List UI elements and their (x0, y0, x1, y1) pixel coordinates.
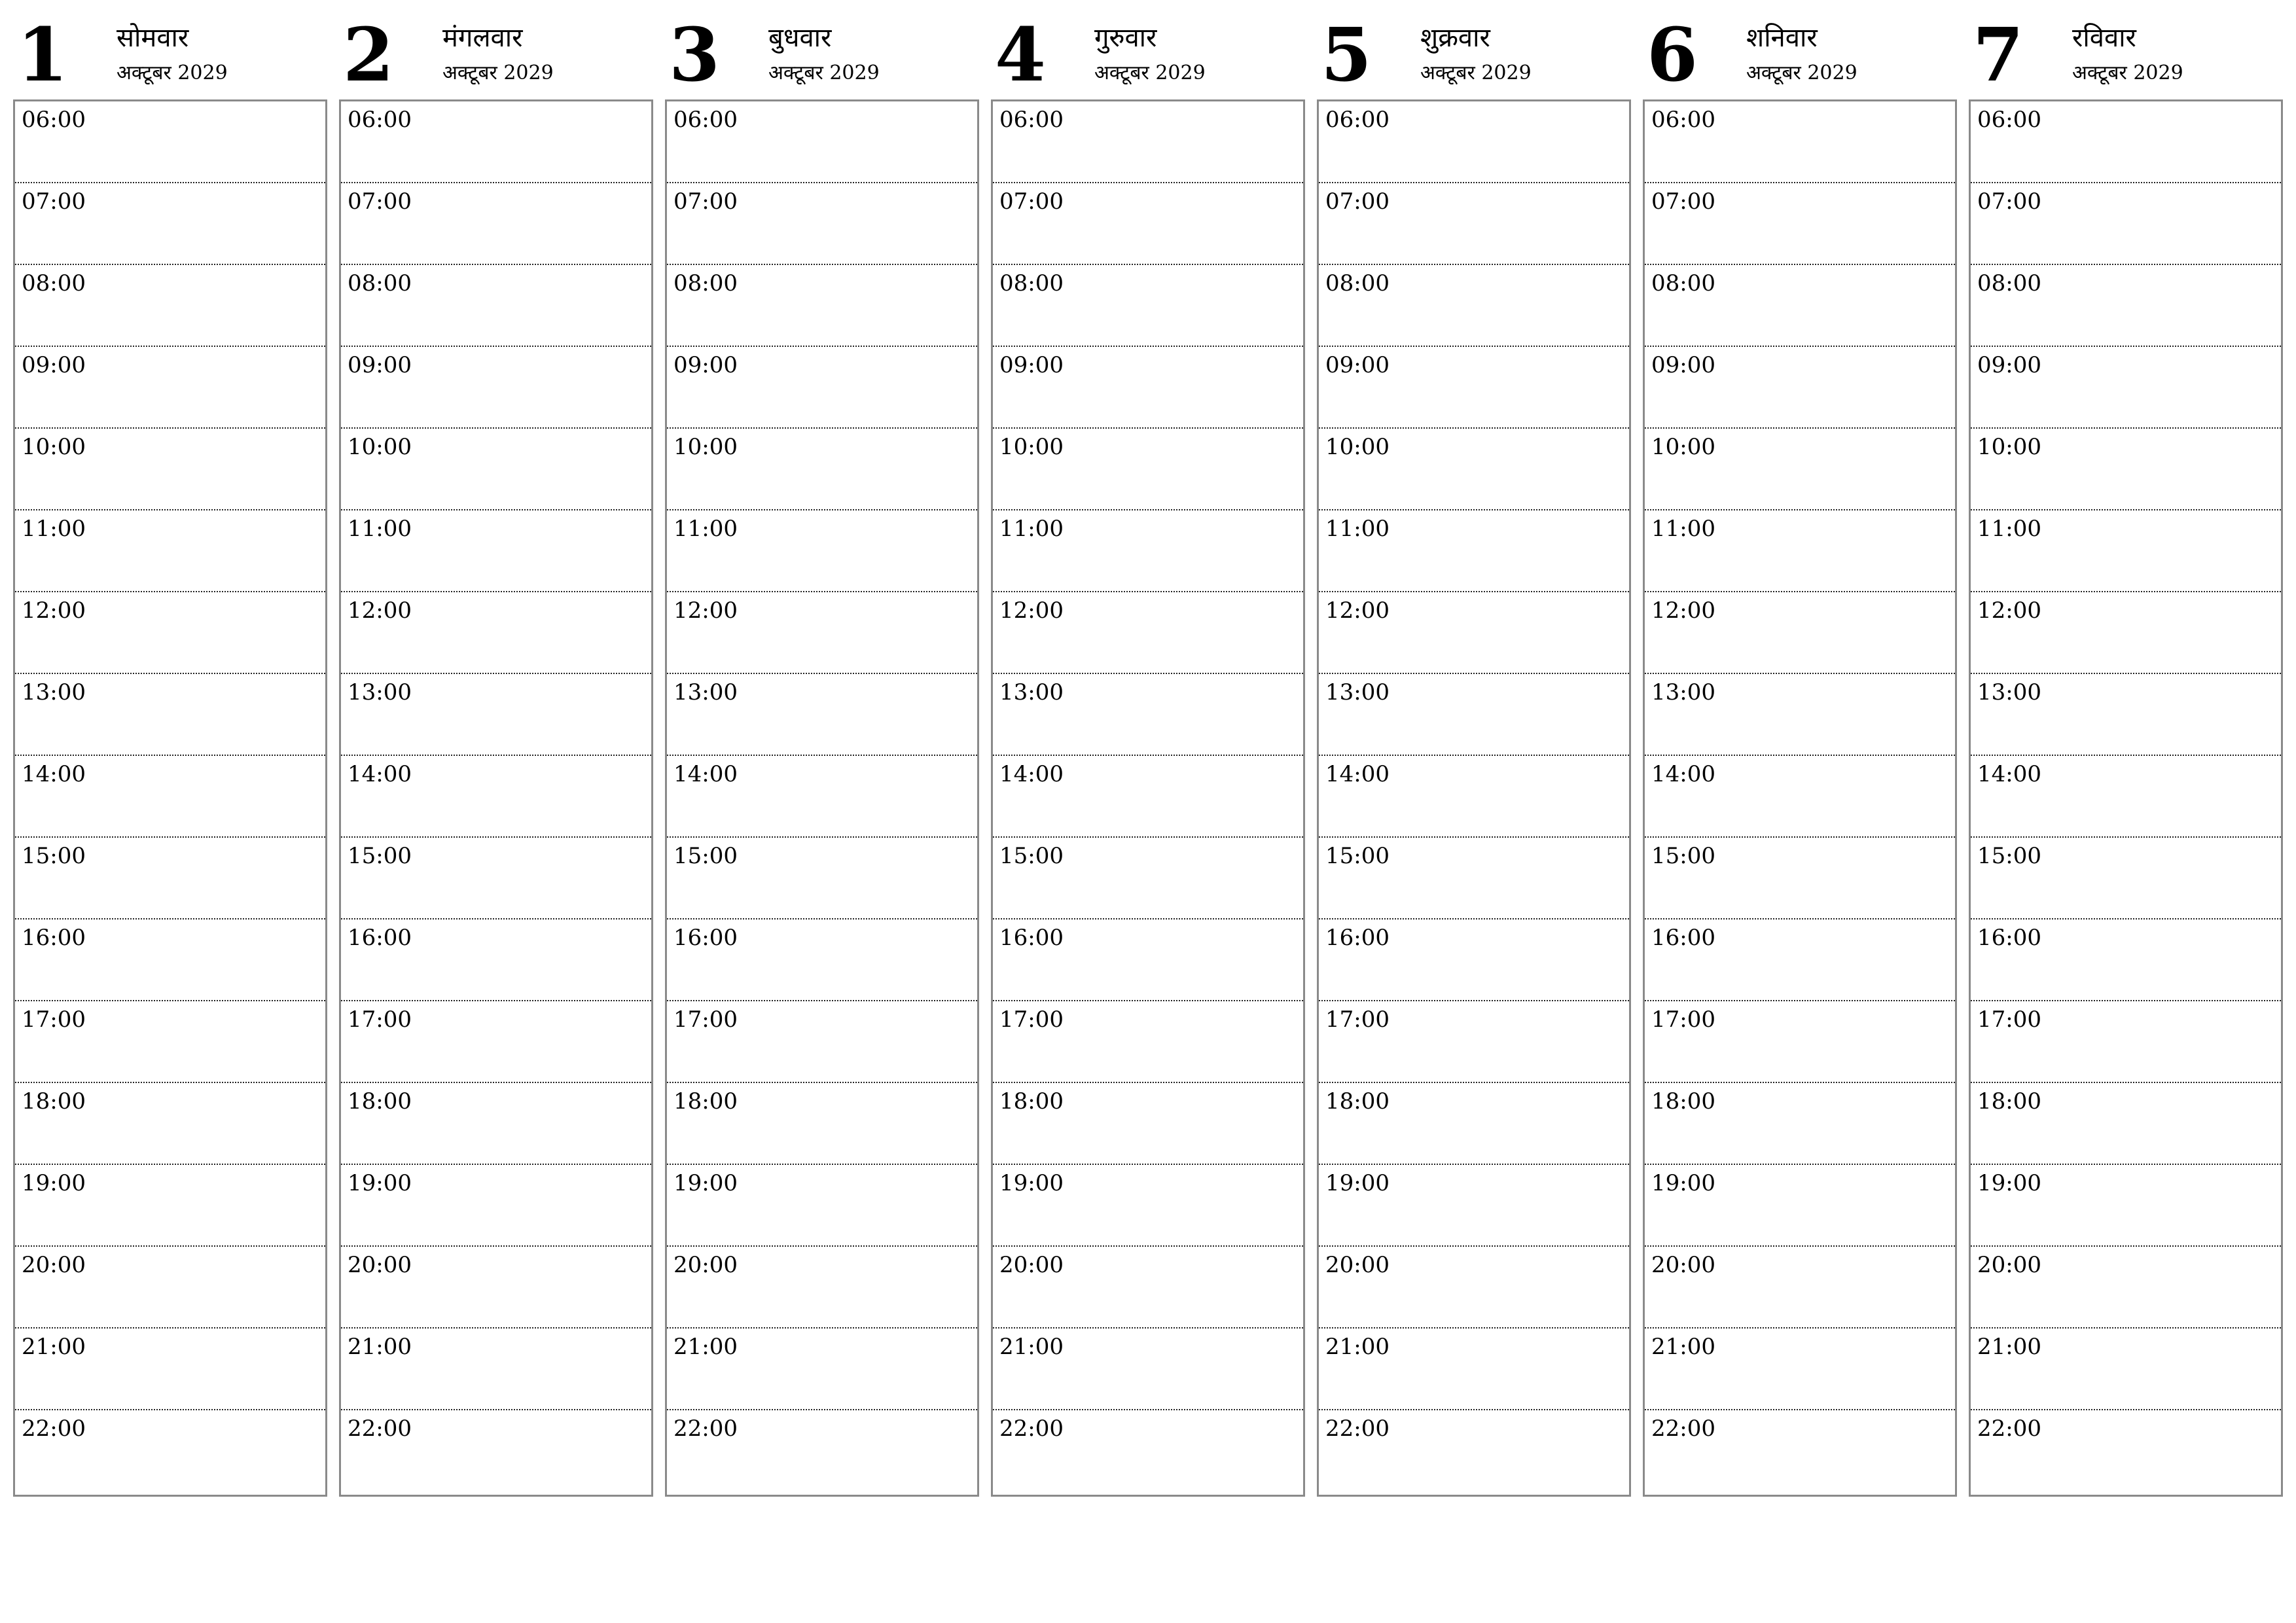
time-slot-label: 13:00 (673, 679, 738, 705)
time-slot-label: 07:00 (1651, 188, 1715, 215)
time-slot[interactable] (1319, 1247, 1629, 1329)
day-schedule-box (339, 99, 653, 1497)
day-schedule-box (665, 99, 979, 1497)
time-slot-label: 21:00 (673, 1334, 738, 1360)
time-slot[interactable] (993, 101, 1303, 183)
time-slot-label: 10:00 (1651, 434, 1715, 460)
time-slot-label: 13:00 (22, 679, 86, 705)
day-column (339, 0, 652, 1442)
day-name: गुरुवार (1094, 23, 1157, 53)
time-slot[interactable] (1971, 838, 2281, 919)
time-slot[interactable] (993, 510, 1303, 592)
time-slot[interactable] (667, 510, 977, 592)
time-slot-label: 06:00 (999, 107, 1064, 133)
time-slot[interactable] (341, 1329, 651, 1410)
time-slot[interactable] (1645, 1083, 1955, 1165)
time-slot-label: 06:00 (1651, 107, 1715, 133)
time-slot-label: 10:00 (673, 434, 738, 460)
time-slot-label: 09:00 (348, 352, 412, 378)
time-slot-label: 19:00 (348, 1170, 412, 1196)
time-slot[interactable] (15, 592, 325, 674)
time-slot[interactable] (1971, 183, 2281, 265)
time-slot-label: 17:00 (999, 1007, 1064, 1033)
time-slot-label: 22:00 (1651, 1416, 1715, 1442)
time-slot-label: 13:00 (1651, 679, 1715, 705)
time-slot-label: 22:00 (1325, 1416, 1390, 1442)
time-slot[interactable] (1971, 510, 2281, 592)
time-slot[interactable] (15, 1329, 325, 1410)
day-header (1317, 0, 1630, 99)
time-slot-label: 22:00 (348, 1416, 412, 1442)
time-slot[interactable] (15, 919, 325, 1001)
time-slot-label: 13:00 (1977, 679, 2041, 705)
time-slot[interactable] (1645, 347, 1955, 429)
time-slot[interactable] (667, 592, 977, 674)
time-slot-label: 20:00 (1325, 1252, 1390, 1278)
time-slot-label: 18:00 (1325, 1088, 1390, 1115)
time-slot-label: 18:00 (22, 1088, 86, 1115)
time-slot-label: 14:00 (673, 761, 738, 787)
day-header (13, 0, 326, 99)
time-slot[interactable] (1645, 674, 1955, 756)
time-slot[interactable] (667, 919, 977, 1001)
time-slot-label: 17:00 (1977, 1007, 2041, 1033)
time-slot-label: 12:00 (348, 597, 412, 624)
day-schedule-box (1643, 99, 1957, 1497)
time-slot[interactable] (667, 183, 977, 265)
day-header (665, 0, 978, 99)
time-slot-label: 14:00 (1325, 761, 1390, 787)
month-year-label: अक्टूबर 2029 (768, 62, 880, 84)
time-slot-label: 07:00 (673, 188, 738, 215)
time-slot-label: 20:00 (348, 1252, 412, 1278)
time-slot[interactable] (1971, 101, 2281, 183)
time-slot-label: 08:00 (348, 270, 412, 296)
time-slot-label: 09:00 (999, 352, 1064, 378)
time-slot[interactable] (667, 101, 977, 183)
day-column (665, 0, 978, 1442)
time-slot-label: 16:00 (1977, 925, 2041, 951)
time-slot[interactable] (15, 838, 325, 919)
time-slot-label: 17:00 (673, 1007, 738, 1033)
time-slot[interactable] (1319, 1329, 1629, 1410)
time-slot[interactable] (993, 919, 1303, 1001)
time-slot-label: 19:00 (1325, 1170, 1390, 1196)
time-slot[interactable] (1971, 756, 2281, 838)
time-slot-label: 14:00 (22, 761, 86, 787)
day-name: रविवार (2072, 23, 2136, 53)
time-slot-label: 14:00 (1651, 761, 1715, 787)
time-slot-label: 08:00 (1651, 270, 1715, 296)
time-slot[interactable] (1971, 1329, 2281, 1410)
time-slot-label: 18:00 (348, 1088, 412, 1115)
day-header (339, 0, 652, 99)
day-column (1643, 0, 1956, 1442)
time-slot[interactable] (15, 510, 325, 592)
time-slot-label: 07:00 (348, 188, 412, 215)
time-slot-label: 16:00 (1651, 925, 1715, 951)
time-slot[interactable] (993, 1083, 1303, 1165)
day-number: 3 (669, 12, 720, 98)
time-slot[interactable] (1971, 592, 2281, 674)
time-slot[interactable] (1645, 838, 1955, 919)
time-slot-label: 10:00 (1977, 434, 2041, 460)
time-slot-label: 18:00 (999, 1088, 1064, 1115)
time-slot[interactable] (341, 919, 651, 1001)
time-slot[interactable] (341, 101, 651, 183)
time-slot-label: 06:00 (1977, 107, 2041, 133)
day-schedule-box (1317, 99, 1631, 1497)
time-slot-label: 17:00 (348, 1007, 412, 1033)
time-slot[interactable] (1319, 101, 1629, 183)
time-slot-label: 07:00 (22, 188, 86, 215)
day-number: 1 (17, 12, 68, 98)
day-number: 5 (1321, 12, 1372, 98)
time-slot-label: 10:00 (1325, 434, 1390, 460)
time-slot[interactable] (1971, 674, 2281, 756)
time-slot-label: 13:00 (1325, 679, 1390, 705)
time-slot-label: 16:00 (1325, 925, 1390, 951)
time-slot-label: 09:00 (22, 352, 86, 378)
time-slot[interactable] (1971, 1410, 2281, 1492)
time-slot[interactable] (667, 756, 977, 838)
time-slot-label: 16:00 (22, 925, 86, 951)
time-slot[interactable] (341, 265, 651, 347)
time-slot[interactable] (15, 756, 325, 838)
time-slot[interactable] (1645, 756, 1955, 838)
time-slot[interactable] (1645, 1247, 1955, 1329)
time-slot[interactable] (1971, 1001, 2281, 1083)
time-slot[interactable] (15, 1165, 325, 1247)
time-slot-label: 22:00 (22, 1416, 86, 1442)
time-slot[interactable] (667, 838, 977, 919)
time-slot[interactable] (993, 674, 1303, 756)
time-slot[interactable] (1971, 1247, 2281, 1329)
time-slot-label: 15:00 (1977, 843, 2041, 869)
time-slot[interactable] (1319, 347, 1629, 429)
time-slot[interactable] (993, 838, 1303, 919)
time-slot-label: 11:00 (22, 516, 86, 542)
time-slot[interactable] (341, 429, 651, 510)
time-slot-label: 06:00 (1325, 107, 1390, 133)
time-slot[interactable] (15, 1083, 325, 1165)
time-slot[interactable] (15, 347, 325, 429)
time-slot[interactable] (1645, 592, 1955, 674)
time-slot-label: 15:00 (348, 843, 412, 869)
time-slot[interactable] (667, 1247, 977, 1329)
time-slot-label: 11:00 (1651, 516, 1715, 542)
time-slot[interactable] (341, 592, 651, 674)
time-slot-label: 19:00 (1977, 1170, 2041, 1196)
time-slot[interactable] (667, 347, 977, 429)
time-slot[interactable] (1971, 919, 2281, 1001)
time-slot-label: 16:00 (999, 925, 1064, 951)
time-slot[interactable] (667, 674, 977, 756)
time-slot[interactable] (993, 1001, 1303, 1083)
day-column (13, 0, 326, 1442)
time-slot[interactable] (993, 1247, 1303, 1329)
time-slot-label: 10:00 (22, 434, 86, 460)
time-slot-label: 16:00 (673, 925, 738, 951)
time-slot-label: 14:00 (1977, 761, 2041, 787)
day-column (991, 0, 1304, 1442)
time-slot[interactable] (993, 347, 1303, 429)
time-slot[interactable] (341, 1165, 651, 1247)
month-year-label: अक्टूबर 2029 (2072, 62, 2183, 84)
time-slot[interactable] (1645, 101, 1955, 183)
month-year-label: अक्टूबर 2029 (1746, 62, 1857, 84)
time-slot-label: 15:00 (1651, 843, 1715, 869)
time-slot[interactable] (1645, 1165, 1955, 1247)
time-slot-label: 22:00 (999, 1416, 1064, 1442)
time-slot[interactable] (341, 1410, 651, 1492)
time-slot-label: 22:00 (1977, 1416, 2041, 1442)
time-slot[interactable] (15, 183, 325, 265)
time-slot[interactable] (1319, 510, 1629, 592)
time-slot[interactable] (1645, 1001, 1955, 1083)
time-slot[interactable] (1645, 919, 1955, 1001)
time-slot-label: 11:00 (348, 516, 412, 542)
time-slot-label: 09:00 (673, 352, 738, 378)
month-year-label: अक्टूबर 2029 (1420, 62, 1532, 84)
day-number: 2 (343, 12, 394, 98)
time-slot[interactable] (667, 1410, 977, 1492)
time-slot[interactable] (15, 101, 325, 183)
time-slot[interactable] (1645, 1410, 1955, 1492)
day-header (991, 0, 1304, 99)
time-slot-label: 06:00 (22, 107, 86, 133)
time-slot[interactable] (993, 1329, 1303, 1410)
time-slot[interactable] (1319, 1083, 1629, 1165)
time-slot[interactable] (341, 1247, 651, 1329)
time-slot-label: 08:00 (1325, 270, 1390, 296)
time-slot[interactable] (1971, 1083, 2281, 1165)
time-slot-label: 18:00 (1977, 1088, 2041, 1115)
time-slot-label: 19:00 (1651, 1170, 1715, 1196)
time-slot[interactable] (1971, 347, 2281, 429)
day-name: मंगलवार (442, 23, 523, 53)
time-slot-label: 07:00 (1325, 188, 1390, 215)
time-slot-label: 12:00 (22, 597, 86, 624)
time-slot-label: 06:00 (673, 107, 738, 133)
day-column (1969, 0, 2282, 1442)
time-slot-label: 20:00 (673, 1252, 738, 1278)
time-slot-label: 21:00 (1977, 1334, 2041, 1360)
time-slot-label: 21:00 (999, 1334, 1064, 1360)
time-slot[interactable] (1645, 1329, 1955, 1410)
time-slot[interactable] (341, 756, 651, 838)
time-slot-label: 15:00 (22, 843, 86, 869)
time-slot-label: 08:00 (22, 270, 86, 296)
time-slot[interactable] (15, 1001, 325, 1083)
time-slot-label: 08:00 (1977, 270, 2041, 296)
time-slot-label: 17:00 (1651, 1007, 1715, 1033)
time-slot[interactable] (15, 429, 325, 510)
time-slot[interactable] (667, 1001, 977, 1083)
time-slot[interactable] (1971, 429, 2281, 510)
time-slot[interactable] (15, 265, 325, 347)
time-slot[interactable] (1319, 756, 1629, 838)
time-slot[interactable] (15, 1247, 325, 1329)
time-slot[interactable] (341, 510, 651, 592)
time-slot[interactable] (341, 674, 651, 756)
time-slot-label: 12:00 (1977, 597, 2041, 624)
time-slot[interactable] (1319, 1410, 1629, 1492)
day-schedule-box (991, 99, 1305, 1497)
time-slot[interactable] (15, 1410, 325, 1492)
time-slot[interactable] (993, 183, 1303, 265)
time-slot[interactable] (1645, 265, 1955, 347)
month-year-label: अक्टूबर 2029 (117, 62, 228, 84)
time-slot-label: 18:00 (673, 1088, 738, 1115)
day-name: बुधवार (768, 23, 832, 53)
time-slot[interactable] (667, 265, 977, 347)
time-slot-label: 21:00 (1651, 1334, 1715, 1360)
time-slot-label: 07:00 (999, 188, 1064, 215)
day-name: सोमवार (117, 23, 189, 53)
time-slot[interactable] (341, 347, 651, 429)
time-slot-label: 17:00 (1325, 1007, 1390, 1033)
time-slot[interactable] (993, 265, 1303, 347)
day-schedule-box (1969, 99, 2283, 1497)
time-slot-label: 07:00 (1977, 188, 2041, 215)
time-slot[interactable] (993, 592, 1303, 674)
day-number: 7 (1973, 12, 2024, 98)
time-slot[interactable] (993, 1165, 1303, 1247)
time-slot[interactable] (1319, 592, 1629, 674)
time-slot-label: 14:00 (999, 761, 1064, 787)
time-slot-label: 12:00 (999, 597, 1064, 624)
time-slot-label: 11:00 (1977, 516, 2041, 542)
day-header (1969, 0, 2282, 99)
time-slot[interactable] (667, 1083, 977, 1165)
time-slot[interactable] (993, 756, 1303, 838)
time-slot-label: 08:00 (999, 270, 1064, 296)
time-slot[interactable] (1645, 429, 1955, 510)
time-slot[interactable] (15, 674, 325, 756)
month-year-label: अक्टूबर 2029 (1094, 62, 1206, 84)
time-slot-label: 20:00 (1977, 1252, 2041, 1278)
time-slot-label: 21:00 (22, 1334, 86, 1360)
time-slot-label: 11:00 (673, 516, 738, 542)
time-slot[interactable] (341, 1001, 651, 1083)
time-slot[interactable] (1971, 1165, 2281, 1247)
time-slot-label: 19:00 (999, 1170, 1064, 1196)
time-slot-label: 14:00 (348, 761, 412, 787)
day-header (1643, 0, 1956, 99)
time-slot[interactable] (341, 183, 651, 265)
day-name: शनिवार (1746, 23, 1818, 53)
time-slot[interactable] (1645, 183, 1955, 265)
time-slot-label: 18:00 (1651, 1088, 1715, 1115)
month-year-label: अक्टूबर 2029 (442, 62, 554, 84)
day-number: 6 (1647, 12, 1698, 98)
time-slot-label: 20:00 (22, 1252, 86, 1278)
time-slot-label: 09:00 (1977, 352, 2041, 378)
time-slot-label: 19:00 (22, 1170, 86, 1196)
time-slot[interactable] (667, 429, 977, 510)
time-slot-label: 13:00 (999, 679, 1064, 705)
time-slot-label: 19:00 (673, 1170, 738, 1196)
time-slot[interactable] (1319, 265, 1629, 347)
time-slot[interactable] (1319, 919, 1629, 1001)
time-slot-label: 15:00 (1325, 843, 1390, 869)
time-slot[interactable] (1319, 838, 1629, 919)
time-slot-label: 11:00 (1325, 516, 1390, 542)
time-slot-label: 10:00 (999, 434, 1064, 460)
time-slot[interactable] (667, 1329, 977, 1410)
time-slot-label: 15:00 (999, 843, 1064, 869)
time-slot-label: 12:00 (1651, 597, 1715, 624)
time-slot-label: 22:00 (673, 1416, 738, 1442)
time-slot[interactable] (1319, 1001, 1629, 1083)
time-slot-label: 13:00 (348, 679, 412, 705)
time-slot[interactable] (1319, 674, 1629, 756)
time-slot[interactable] (1319, 429, 1629, 510)
time-slot[interactable] (341, 1083, 651, 1165)
time-slot-label: 09:00 (1651, 352, 1715, 378)
time-slot-label: 06:00 (348, 107, 412, 133)
time-slot-label: 17:00 (22, 1007, 86, 1033)
time-slot-label: 20:00 (999, 1252, 1064, 1278)
time-slot[interactable] (667, 1165, 977, 1247)
time-slot-label: 20:00 (1651, 1252, 1715, 1278)
time-slot[interactable] (993, 429, 1303, 510)
time-slot-label: 21:00 (1325, 1334, 1390, 1360)
time-slot[interactable] (1971, 265, 2281, 347)
day-schedule-box (13, 99, 327, 1497)
time-slot-label: 11:00 (999, 516, 1064, 542)
day-column (1317, 0, 1630, 1442)
time-slot-label: 10:00 (348, 434, 412, 460)
time-slot-label: 12:00 (1325, 597, 1390, 624)
time-slot[interactable] (1319, 183, 1629, 265)
day-number: 4 (995, 12, 1046, 98)
time-slot-label: 21:00 (348, 1334, 412, 1360)
time-slot-label: 08:00 (673, 270, 738, 296)
time-slot[interactable] (1645, 510, 1955, 592)
day-name: शुक्रवार (1420, 23, 1490, 53)
time-slot-label: 15:00 (673, 843, 738, 869)
time-slot-label: 16:00 (348, 925, 412, 951)
time-slot-label: 12:00 (673, 597, 738, 624)
time-slot[interactable] (341, 838, 651, 919)
time-slot-label: 09:00 (1325, 352, 1390, 378)
time-slot[interactable] (993, 1410, 1303, 1492)
time-slot[interactable] (1319, 1165, 1629, 1247)
